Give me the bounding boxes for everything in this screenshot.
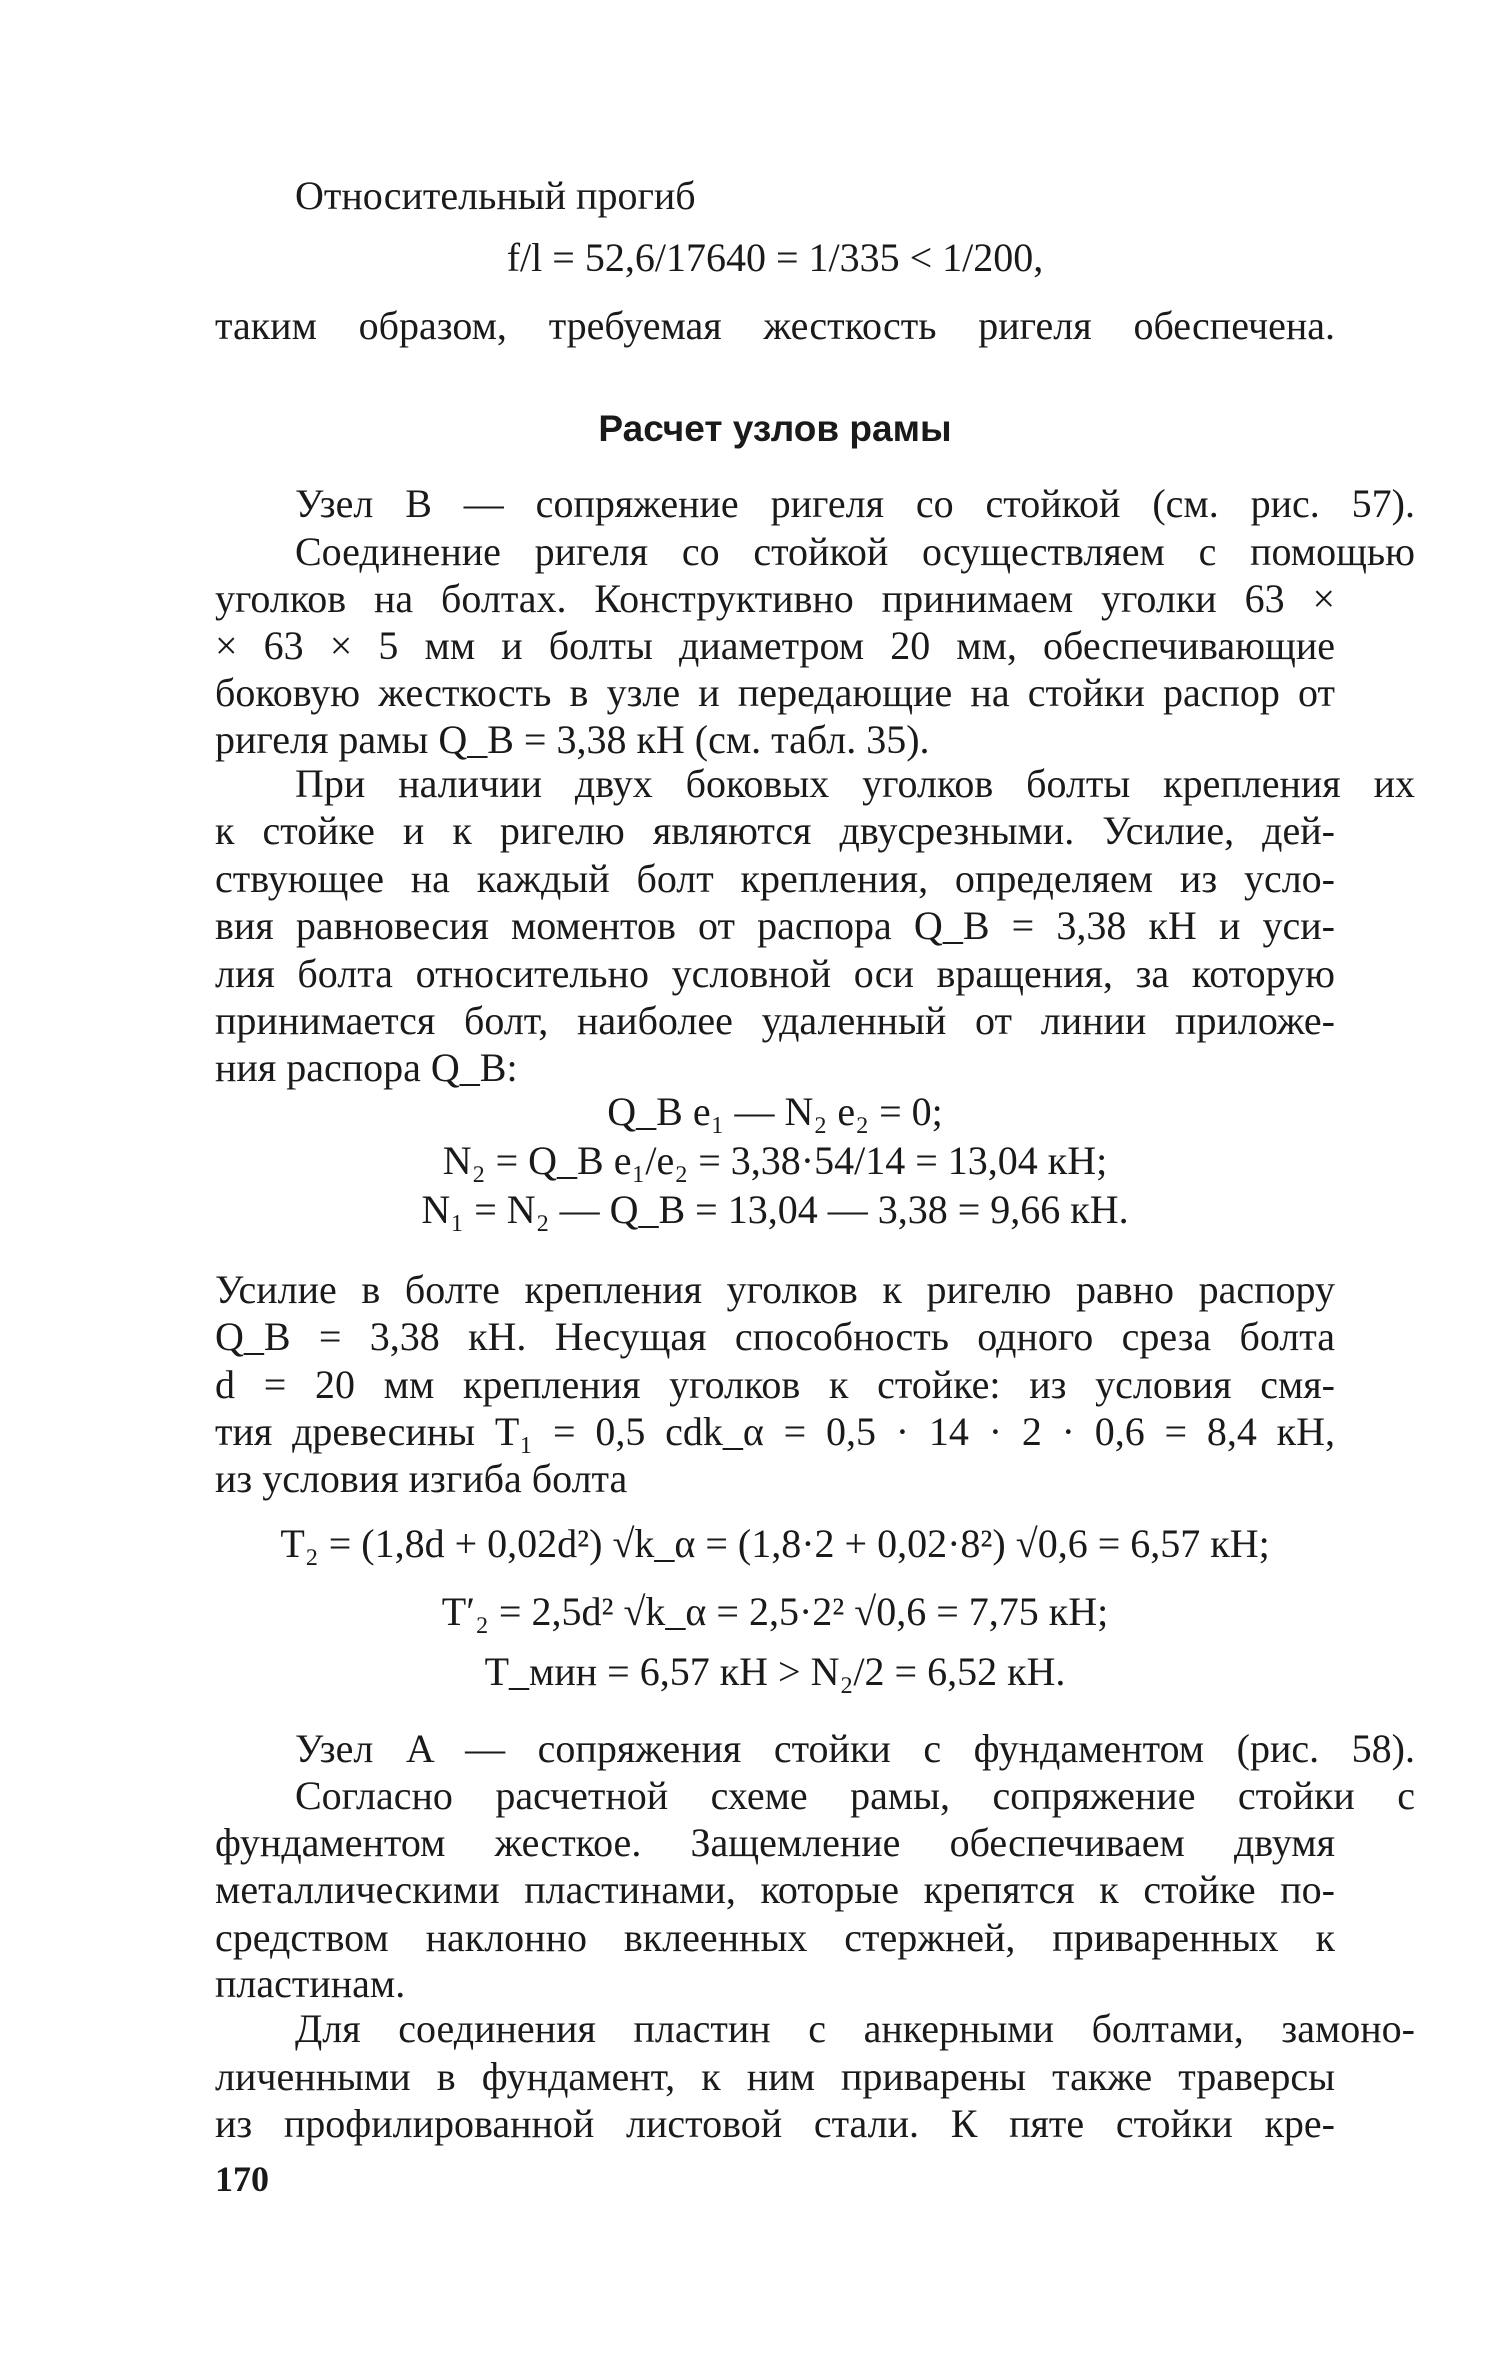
text-line: средством наклонно вклеенных стержней, приваренных к <box>215 1915 1335 1960</box>
text-line: принимается болт, наиболее удаленный от линии приложе- <box>215 998 1335 1043</box>
text-line: Усилие в болте крепления уголков к ригелю равно распору <box>215 1267 1335 1312</box>
text-line: тия древесины T₁ = 0,5 cdk_α = 0,5 · 14 · 2 · 0,6 = 8,4 кН, <box>215 1409 1335 1454</box>
text-line: Узел B — сопряжение ригеля со стойкой (см. рис. 57). <box>295 481 1415 526</box>
page-number: 170 <box>215 2159 269 2199</box>
text-line: пластинам. <box>215 1961 406 2006</box>
text-line: При наличии двух боковых уголков болты крепления их <box>295 761 1415 806</box>
text-line: из условия изгиба болта <box>215 1456 628 1501</box>
text-line: личенными в фундамент, к ним приварены также траверсы <box>215 2054 1335 2099</box>
section-heading: Расчет узлов рамы <box>598 408 952 449</box>
text-line: Согласно расчетной схеме рамы, сопряжение стойки с <box>295 1773 1415 1818</box>
text-line: фундаментом жесткое. Защемление обеспечиваем двумя <box>215 1820 1335 1865</box>
formula-line: Q_B e₁ — N₂ e₂ = 0; <box>607 1089 943 1134</box>
text-line: ригеля рамы Q_B = 3,38 кН (см. табл. 35). <box>215 717 930 762</box>
text-line: лия болта относительно условной оси вращения, за которую <box>215 951 1335 996</box>
text-line: таким образом, требуемая жесткость ригеля обеспечена. <box>215 303 1335 348</box>
text-line: d = 20 мм крепления уголков к стойке: из условия смя- <box>215 1362 1335 1407</box>
text-line: Узел A — сопряжения стойки с фундаментом (рис. 58). <box>295 1726 1415 1771</box>
text-line: × 63 × 5 мм и болты диаметром 20 мм, обеспечивающие <box>215 623 1335 668</box>
text-line: боковую жесткость в узле и передающие на стойки распор от <box>215 670 1335 715</box>
formula-line: T₂ = (1,8d + 0,02d²) √k_α = (1,8·2 + 0,02·8²) √0,6 = 6,57 кН; <box>280 1521 1270 1566</box>
text-line: из профилированной листовой стали. К пяте стойки кре- <box>215 2101 1335 2146</box>
text-line: Q_B = 3,38 кН. Несущая способность одного среза болта <box>215 1314 1335 1359</box>
text-line: Относительный прогиб <box>295 173 696 218</box>
text-line: ствующее на каждый болт крепления, определяем из усло- <box>215 856 1335 901</box>
text-line: уголков на болтах. Конструктивно принимаем уголки 63 × <box>215 576 1335 621</box>
formula-line: T_мин = 6,57 кН > N₂/2 = 6,52 кН. <box>484 1649 1066 1694</box>
text-line: к стойке и к ригелю являются двусрезными. Усилие, дей- <box>215 808 1335 853</box>
text-line: Соединение ригеля со стойкой осуществляем с помощью <box>295 529 1415 574</box>
formula-line: T′₂ = 2,5d² √k_α = 2,5·2² √0,6 = 7,75 кН; <box>441 1589 1109 1634</box>
formula-line: N₁ = N₂ — Q_B = 13,04 — 3,38 = 9,66 кН. <box>421 1187 1129 1232</box>
text-line: вия равновесия моментов от распора Q_B = 3,38 кН и уси- <box>215 903 1335 948</box>
text-line: ния распора Q_B: <box>215 1045 518 1090</box>
formula-line: N₂ = Q_B e₁/e₂ = 3,38·54/14 = 13,04 кН; <box>442 1138 1108 1183</box>
formula-line: f/l = 52,6/17640 = 1/335 < 1/200, <box>506 235 1044 280</box>
text-line: Для соединения пластин с анкерными болтами, замоно- <box>295 2006 1415 2051</box>
text-line: металлическими пластинами, которые крепятся к стойке по- <box>215 1867 1335 1912</box>
